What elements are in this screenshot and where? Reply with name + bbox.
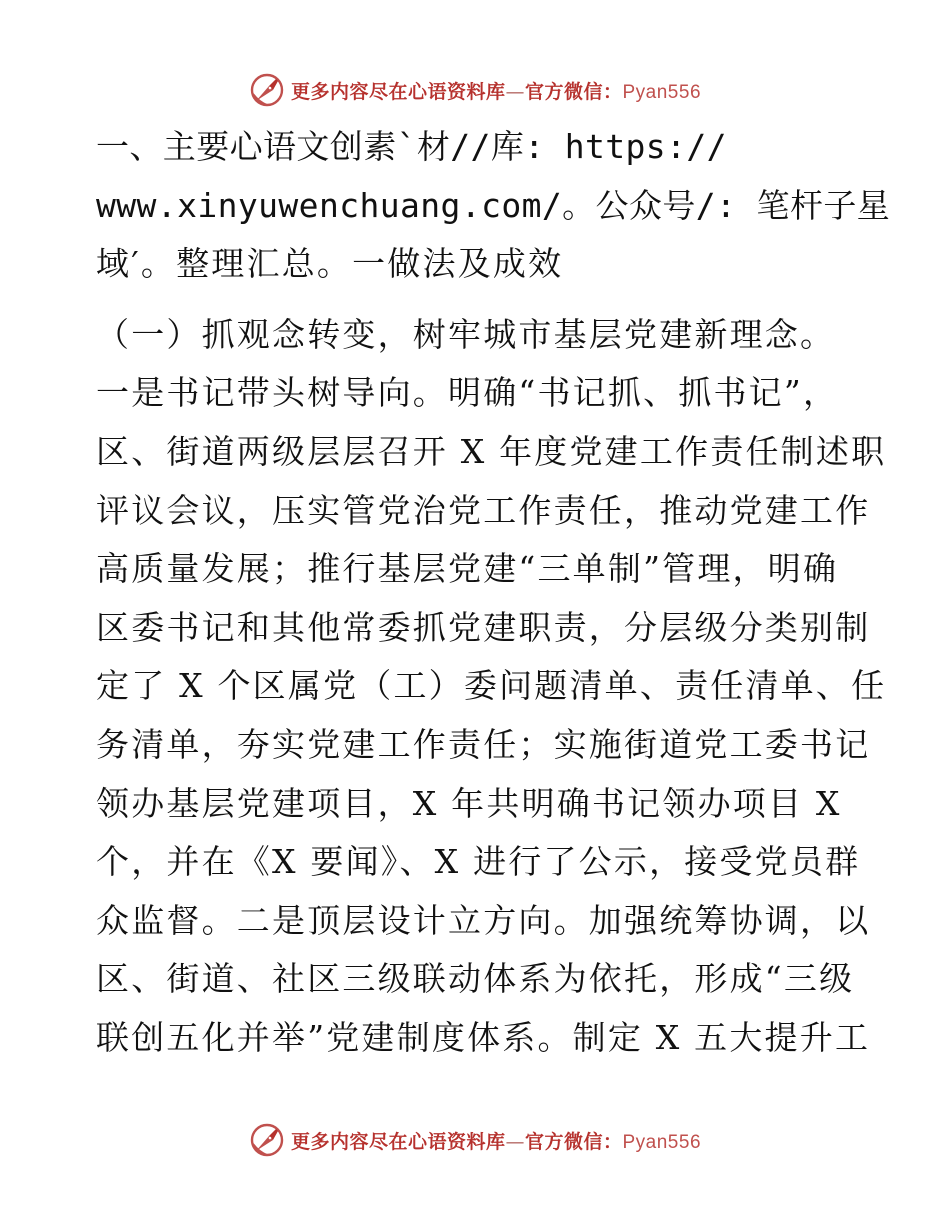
paragraph-gap [96, 294, 856, 306]
banner-group [249, 1122, 701, 1158]
banner-text [291, 77, 701, 104]
header-watermark-banner [0, 68, 950, 112]
body-line: 众监督。二是顶层设计立方向。加强统筹协调，以 [96, 900, 871, 940]
body-line: 务清单，夯实党建工作责任；实施街道党工委书记 [96, 724, 871, 764]
banner-text [291, 1127, 701, 1154]
body-line: 联创五化并举”党建制度体系。制定 X 五大提升工 [96, 1017, 871, 1057]
banner-wechat-label: 官方微信： [524, 1130, 623, 1153]
body-line: 领办基层党建项目，X 年共明确书记领办项目 X [96, 783, 842, 823]
footer-watermark-banner [0, 1118, 950, 1162]
body-line: 定了 X 个区属党（工）委问题清单、责任清单、任 [96, 666, 887, 706]
heading-line-1: 一、主要心语文创素`材//库: https:// [96, 127, 727, 166]
body-line: 个，并在《X 要闻》、X 进行了公示，接受党员群 [96, 842, 861, 882]
banner-site-name: 更多内容尽在心语资料库 [290, 80, 506, 103]
body-line: 区委书记和其他常委抓党建职责，分层级分类别制 [96, 607, 871, 647]
heading-line-2: www.xinyuwenchuang.com/。公众号/: 笔杆子星 [96, 185, 891, 225]
pen-nib-logo-icon [249, 1122, 285, 1158]
document-body [96, 118, 891, 1068]
body-line: 区、街道、社区三级联动体系为依托，形成“三级 [96, 959, 855, 999]
section-title: （一）抓观念转变，树牢城市基层党建新理念。 [96, 314, 836, 354]
body-line: 评议会议，压实管党治党工作责任，推动党建工作 [96, 490, 871, 530]
body-line: 高质量发展；推行基层党建“三单制”管理，明确 [96, 549, 839, 589]
banner-wechat-label: 官方微信： [524, 80, 623, 103]
banner-dash: — [505, 1130, 525, 1153]
banner-group [249, 72, 701, 108]
pen-nib-logo-icon [249, 72, 285, 108]
banner-wechat-id: Pyan556 [622, 81, 702, 103]
banner-site-name: 更多内容尽在心语资料库 [290, 1130, 506, 1153]
banner-wechat-id: Pyan556 [622, 1131, 702, 1153]
banner-dash: — [505, 80, 525, 103]
heading-line-3: 域′。整理汇总。一做法及成效 [96, 244, 564, 284]
body-line: 一是书记带头树导向。明确“书记抓、抓书记”， [96, 373, 839, 413]
body-line: 区、街道两级层层召开 X 年度党建工作责任制述职 [96, 431, 887, 471]
